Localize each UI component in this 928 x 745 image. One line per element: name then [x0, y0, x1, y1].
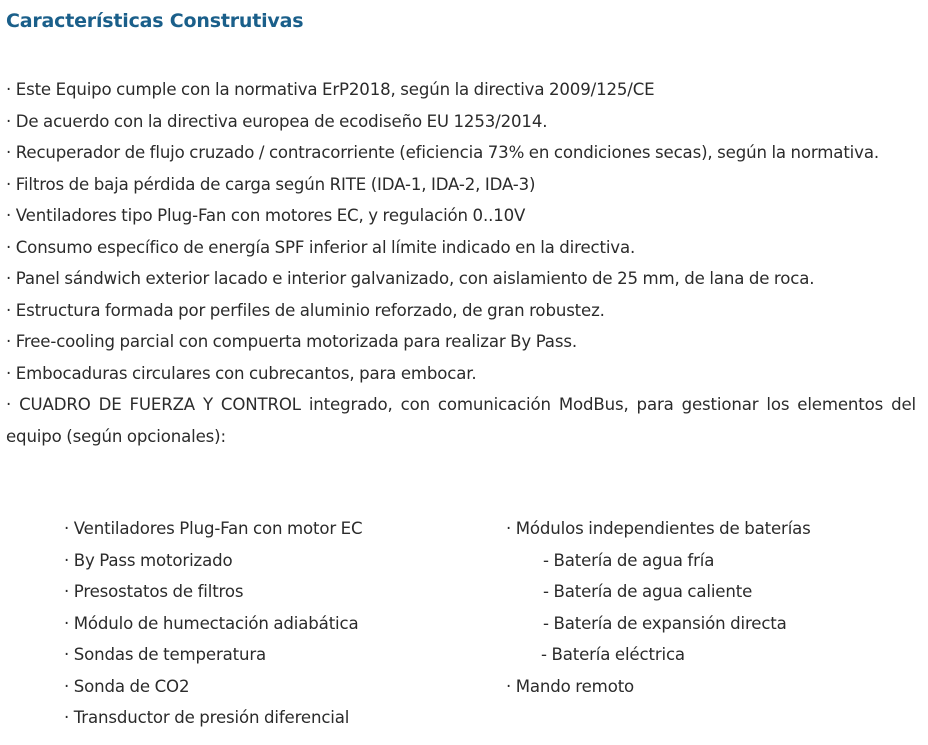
- feature-item: · Free-cooling parcial con compuerta motorizada para realizar By Pass.: [6, 332, 577, 351]
- option-item: · Módulo de humectación adiabática: [64, 613, 359, 633]
- feature-item: · Embocaduras circulares con cubrecantos, para embocar.: [6, 363, 477, 383]
- feature-item: · Filtros de baja pérdida de carga según RITE (IDA-1, IDA-2, IDA-3): [6, 174, 536, 194]
- option-item: · Presostatos de filtros: [64, 582, 244, 601]
- feature-item-control-panel: · CUADRO DE FUERZA Y CONTROL integrado, con comunicación ModBus, para gestionar los elementos del equipo (según opcionales):: [6, 395, 916, 446]
- feature-item: · Consumo específico de energía SPF inferior al límite indicado en la directiva.: [6, 237, 636, 257]
- features-list: [6, 74, 916, 452]
- battery-option-item: - Batería de expansión directa: [543, 613, 787, 633]
- option-item: · By Pass motorizado: [64, 550, 233, 570]
- battery-option-item: - Batería de agua caliente: [543, 582, 753, 601]
- option-item: · Mando remoto: [506, 676, 635, 696]
- option-item: · Transductor de presión diferencial: [64, 708, 350, 727]
- option-item: · Sonda de CO2: [64, 676, 190, 696]
- options-list-left: [64, 513, 362, 734]
- feature-item: · Recuperador de flujo cruzado / contracorriente (eficiencia 73% en condiciones secas), según la normativa.: [6, 143, 879, 162]
- battery-option-item: - Batería de agua fría: [543, 550, 715, 570]
- feature-item: · Ventiladores tipo Plug-Fan con motores EC, y regulación 0..10V: [6, 206, 526, 225]
- option-item: · Sondas de temperatura: [64, 645, 267, 664]
- feature-item: · Este Equipo cumple con la normativa ErP2018, según la directiva 2009/125/CE: [6, 80, 655, 99]
- options-list-right: [506, 513, 811, 702]
- feature-item: · Panel sándwich exterior lacado e interior galvanizado, con aislamiento de 25 mm, de lana de roca.: [6, 269, 815, 288]
- battery-option-item: - Batería eléctrica: [541, 645, 685, 664]
- option-item: · Módulos independientes de baterías: [506, 519, 811, 538]
- section-title: Características Construtivas: [6, 10, 304, 32]
- option-item: · Ventiladores Plug-Fan con motor EC: [64, 519, 363, 538]
- feature-item: · Estructura formada por perfiles de aluminio reforzado, de gran robustez.: [6, 300, 605, 320]
- feature-item: · De acuerdo con la directiva europea de ecodiseño EU 1253/2014.: [6, 111, 548, 131]
